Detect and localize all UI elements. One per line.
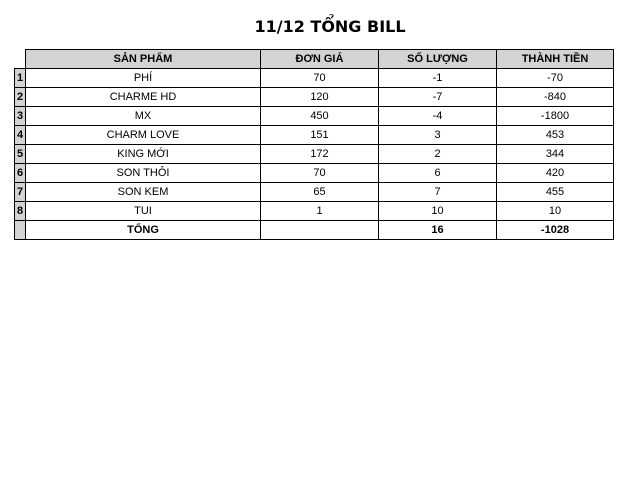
cell-product[interactable]: KING MỚI: [26, 145, 261, 164]
cell-price[interactable]: 450: [261, 107, 379, 126]
cell-quantity[interactable]: 7: [379, 183, 497, 202]
table-row: [15, 107, 614, 126]
summary-row: [15, 221, 614, 240]
cell-total[interactable]: 344: [497, 145, 614, 164]
cell-price[interactable]: 70: [261, 69, 379, 88]
header-product[interactable]: SẢN PHẨM: [26, 50, 261, 69]
row-number[interactable]: 4: [15, 126, 26, 145]
header-price[interactable]: ĐƠN GIÁ: [261, 50, 379, 69]
summary-total[interactable]: -1028: [497, 221, 614, 240]
row-number[interactable]: 7: [15, 183, 26, 202]
cell-price[interactable]: 70: [261, 164, 379, 183]
table-row: [15, 145, 614, 164]
cell-total[interactable]: 420: [497, 164, 614, 183]
row-number-blank[interactable]: [15, 221, 26, 240]
table-row: [15, 202, 614, 221]
cell-quantity[interactable]: 6: [379, 164, 497, 183]
bill-table: [14, 49, 614, 240]
cell-product[interactable]: SON THỎI: [26, 164, 261, 183]
cell-product[interactable]: TUI: [26, 202, 261, 221]
cell-quantity[interactable]: -1: [379, 69, 497, 88]
cell-product[interactable]: SON KEM: [26, 183, 261, 202]
cell-product[interactable]: MX: [26, 107, 261, 126]
row-number[interactable]: 2: [15, 88, 26, 107]
cell-price[interactable]: 120: [261, 88, 379, 107]
cell-total[interactable]: 10: [497, 202, 614, 221]
cell-quantity[interactable]: 10: [379, 202, 497, 221]
table-row: [15, 126, 614, 145]
cell-quantity[interactable]: -4: [379, 107, 497, 126]
summary-label[interactable]: TỔNG: [26, 221, 261, 240]
cell-price[interactable]: 65: [261, 183, 379, 202]
table-row: [15, 183, 614, 202]
row-number[interactable]: 1: [15, 69, 26, 88]
cell-product[interactable]: CHARM LOVE: [26, 126, 261, 145]
cell-total[interactable]: -1800: [497, 107, 614, 126]
header-quantity[interactable]: SỐ LƯỢNG: [379, 50, 497, 69]
row-number[interactable]: 5: [15, 145, 26, 164]
cell-price[interactable]: 151: [261, 126, 379, 145]
row-number[interactable]: 3: [15, 107, 26, 126]
cell-price[interactable]: 1: [261, 202, 379, 221]
cell-product[interactable]: PHÍ: [26, 69, 261, 88]
cell-quantity[interactable]: -7: [379, 88, 497, 107]
cell-quantity[interactable]: 2: [379, 145, 497, 164]
cell-total[interactable]: -70: [497, 69, 614, 88]
corner-cell: [15, 50, 26, 69]
table-row: [15, 88, 614, 107]
header-row: [15, 50, 614, 69]
cell-total[interactable]: 455: [497, 183, 614, 202]
cell-price[interactable]: 172: [261, 145, 379, 164]
cell-total[interactable]: 453: [497, 126, 614, 145]
summary-quantity[interactable]: 16: [379, 221, 497, 240]
table-row: [15, 164, 614, 183]
cell-product[interactable]: CHARME HD: [26, 88, 261, 107]
cell-quantity[interactable]: 3: [379, 126, 497, 145]
page-title: 11/12 TỔNG BILL: [254, 17, 406, 36]
table-row: [15, 69, 614, 88]
row-number[interactable]: 8: [15, 202, 26, 221]
cell-total[interactable]: -840: [497, 88, 614, 107]
header-total[interactable]: THÀNH TIỀN: [497, 50, 614, 69]
row-number[interactable]: 6: [15, 164, 26, 183]
summary-price[interactable]: [261, 221, 379, 240]
